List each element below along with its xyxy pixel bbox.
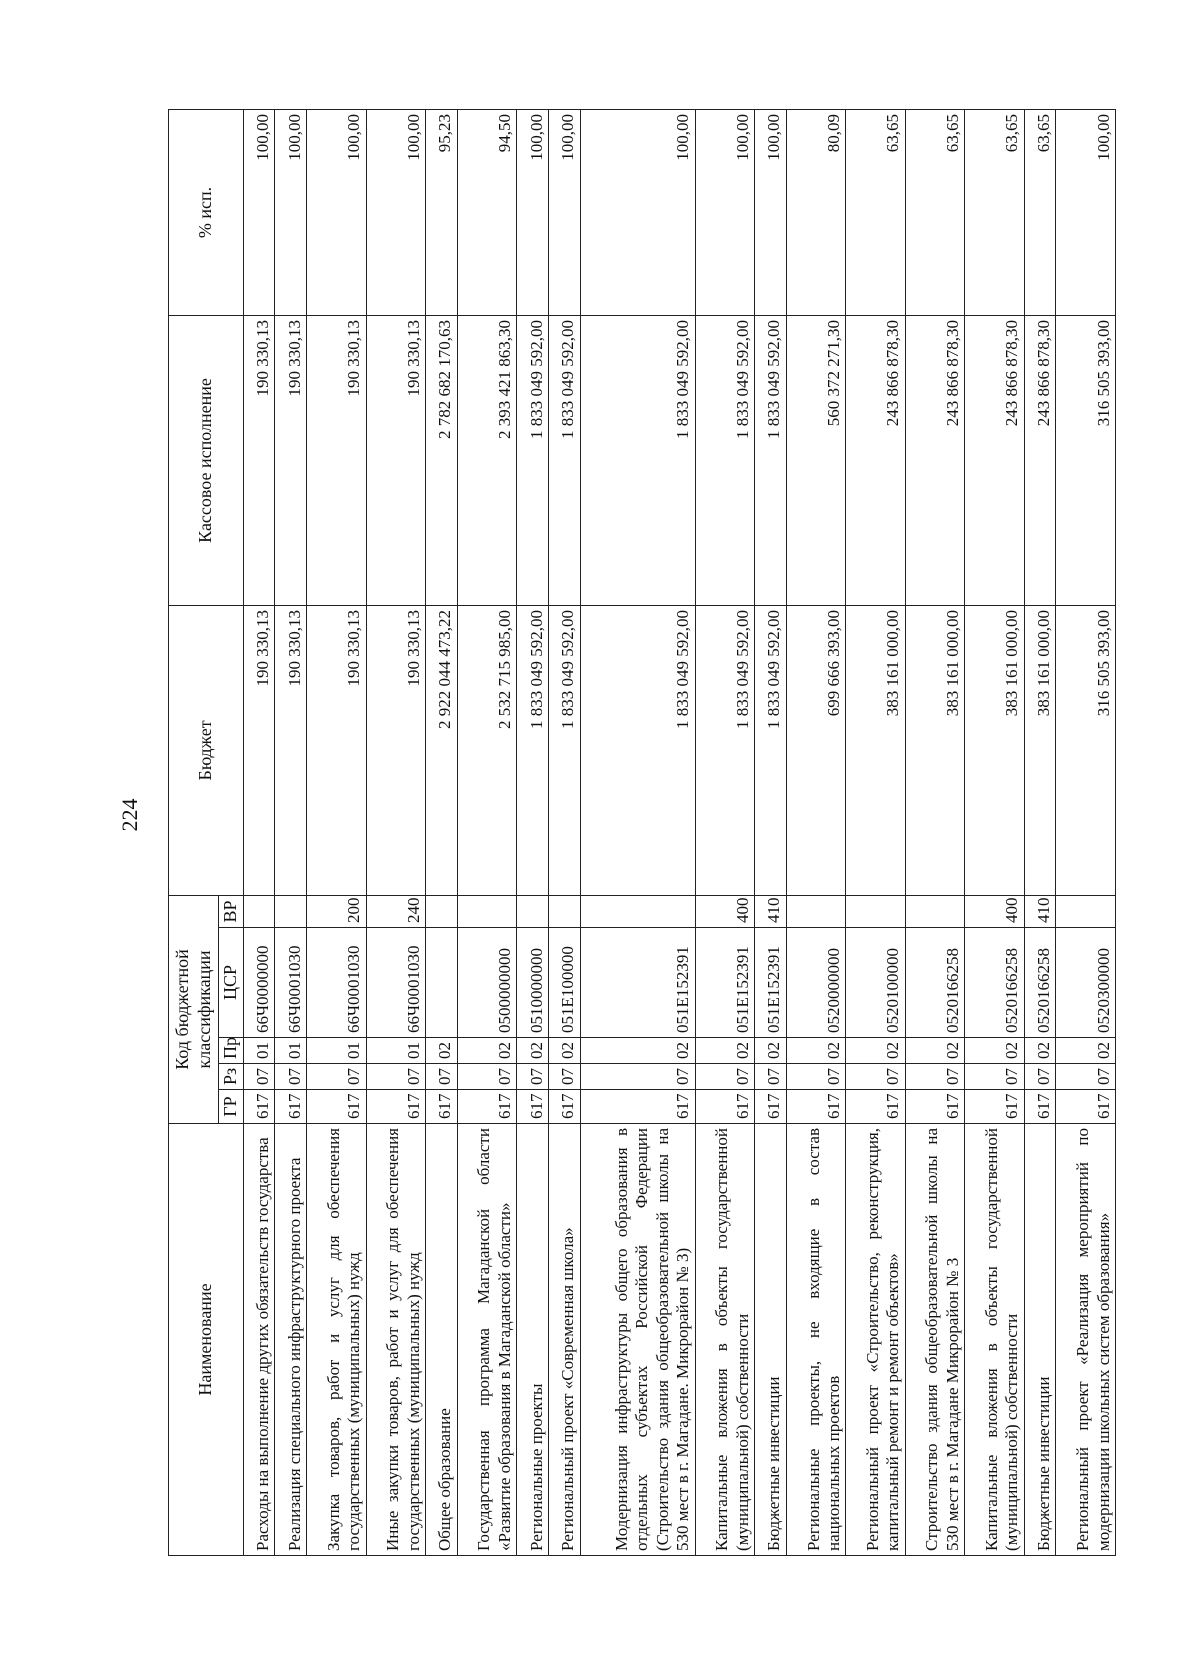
row-gr-cell: 617: [786, 1090, 845, 1124]
row-pr-cell: 02: [695, 1038, 754, 1064]
row-csr-cell: 0520100000: [846, 928, 905, 1038]
row-pct-cell: 63,65: [965, 109, 1024, 315]
row-budget-cell: 316 505 393,00: [1056, 605, 1116, 895]
row-budget-cell: 190 330,13: [243, 605, 275, 895]
row-pr-cell: 01: [243, 1038, 275, 1064]
row-vr-cell: 410: [755, 895, 787, 927]
row-rz-cell: 07: [307, 1064, 366, 1090]
page-number: 224: [117, 798, 142, 832]
row-rz-cell: 07: [846, 1064, 905, 1090]
row-vr-cell: [905, 895, 964, 927]
row-cash-cell: 1 833 049 592,00: [695, 315, 754, 605]
row-pr-cell: 02: [786, 1038, 845, 1064]
row-gr-cell: 617: [695, 1090, 754, 1124]
row-name-cell: Закупка товаров, работ и услуг для обеспечения государственных (муниципальных) нужд: [307, 1124, 366, 1556]
row-pr-cell: 02: [580, 1038, 695, 1064]
row-csr-cell: 0520166258: [965, 928, 1024, 1038]
row-vr-cell: 200: [307, 895, 366, 927]
row-cash-cell: 243 866 878,30: [965, 315, 1024, 605]
row-pct-cell: 100,00: [366, 109, 425, 315]
header-gr: ГР: [219, 1090, 244, 1124]
row-pr-cell: 02: [905, 1038, 964, 1064]
row-cash-cell: 243 866 878,30: [1024, 315, 1056, 605]
row-csr-cell: 0520166258: [905, 928, 964, 1038]
row-pct-cell: 94,50: [457, 109, 516, 315]
row-budget-cell: 190 330,13: [366, 605, 425, 895]
header-pr: Пр: [219, 1038, 244, 1064]
row-cash-cell: 1 833 049 592,00: [755, 315, 787, 605]
row-budget-cell: 1 833 049 592,00: [755, 605, 787, 895]
row-pct-cell: 100,00: [275, 109, 307, 315]
row-csr-cell: 0520000000: [786, 928, 845, 1038]
row-pct-cell: 63,65: [846, 109, 905, 315]
table-row: [1056, 109, 1116, 1555]
row-budget-cell: 383 161 000,00: [1024, 605, 1056, 895]
row-vr-cell: [426, 895, 458, 927]
table-row: [307, 109, 366, 1555]
row-csr-cell: 0520166258: [1024, 928, 1056, 1038]
row-csr-cell: 0500000000: [457, 928, 516, 1038]
row-cash-cell: 190 330,13: [366, 315, 425, 605]
row-rz-cell: 07: [695, 1064, 754, 1090]
row-rz-cell: 07: [965, 1064, 1024, 1090]
header-csr: ЦСР: [219, 928, 244, 1038]
row-rz-cell: 07: [366, 1064, 425, 1090]
table-row: [1024, 109, 1056, 1555]
table-row: [243, 109, 275, 1555]
row-gr-cell: 617: [307, 1090, 366, 1124]
row-name-cell: Бюджетные инвестиции: [1024, 1124, 1056, 1556]
row-rz-cell: 07: [905, 1064, 964, 1090]
row-csr-cell: 051E152391: [755, 928, 787, 1038]
row-gr-cell: 617: [517, 1090, 549, 1124]
row-cash-cell: 190 330,13: [243, 315, 275, 605]
table-row: [695, 109, 754, 1555]
row-rz-cell: 07: [549, 1064, 581, 1090]
row-rz-cell: 07: [243, 1064, 275, 1090]
row-budget-cell: 190 330,13: [275, 605, 307, 895]
row-pr-cell: 01: [275, 1038, 307, 1064]
row-csr-cell: 0510000000: [517, 928, 549, 1038]
row-pr-cell: 02: [965, 1038, 1024, 1064]
row-vr-cell: 400: [965, 895, 1024, 927]
row-gr-cell: 617: [457, 1090, 516, 1124]
row-csr-cell: 66Ч0000000: [243, 928, 275, 1038]
row-vr-cell: 240: [366, 895, 425, 927]
row-gr-cell: 617: [1024, 1090, 1056, 1124]
row-name-cell: Реализация специального инфраструктурного проекта: [275, 1124, 307, 1556]
row-gr-cell: 617: [580, 1090, 695, 1124]
row-rz-cell: 07: [275, 1064, 307, 1090]
row-vr-cell: 410: [1024, 895, 1056, 927]
table-row: [517, 109, 549, 1555]
row-rz-cell: 07: [1056, 1064, 1116, 1090]
row-name-cell: Иные закупки товаров, работ и услуг для обеспечения государственных (муниципальных) нужд: [366, 1124, 425, 1556]
row-pct-cell: 80,09: [786, 109, 845, 315]
row-csr-cell: [426, 928, 458, 1038]
row-pct-cell: 100,00: [1056, 109, 1116, 315]
header-vr: ВР: [219, 895, 244, 927]
row-pr-cell: 02: [426, 1038, 458, 1064]
row-gr-cell: 617: [965, 1090, 1024, 1124]
row-rz-cell: 07: [426, 1064, 458, 1090]
row-vr-cell: [580, 895, 695, 927]
row-pct-cell: 100,00: [580, 109, 695, 315]
row-name-cell: Общее образование: [426, 1124, 458, 1556]
row-gr-cell: 617: [905, 1090, 964, 1124]
budget-table: [168, 109, 1116, 1556]
table-row: [457, 109, 516, 1555]
table-row: [786, 109, 845, 1555]
row-csr-cell: 66Ч0001030: [307, 928, 366, 1038]
row-budget-cell: 190 330,13: [307, 605, 366, 895]
row-vr-cell: [275, 895, 307, 927]
table-row: [965, 109, 1024, 1555]
row-name-cell: Капитальные вложения в объекты государственной (муниципальной) собственности: [695, 1124, 754, 1556]
table-row: [580, 109, 695, 1555]
row-pr-cell: 02: [517, 1038, 549, 1064]
row-csr-cell: 051E100000: [549, 928, 581, 1038]
header-name: Наименование: [169, 1124, 244, 1556]
row-cash-cell: 1 833 049 592,00: [549, 315, 581, 605]
row-cash-cell: 1 833 049 592,00: [580, 315, 695, 605]
row-gr-cell: 617: [243, 1090, 275, 1124]
row-cash-cell: 243 866 878,30: [905, 315, 964, 605]
header-budget: Бюджет: [169, 605, 244, 895]
table-row: [426, 109, 458, 1555]
row-budget-cell: 1 833 049 592,00: [695, 605, 754, 895]
row-cash-cell: 316 505 393,00: [1056, 315, 1116, 605]
row-name-cell: Региональные проекты: [517, 1124, 549, 1556]
table-row: [275, 109, 307, 1555]
row-pct-cell: 100,00: [307, 109, 366, 315]
row-cash-cell: 190 330,13: [307, 315, 366, 605]
row-vr-cell: [243, 895, 275, 927]
row-name-cell: Региональный проект «Реализация мероприятий по модернизации школьных систем образования»: [1056, 1124, 1116, 1556]
header-cash: Кассовое исполнение: [169, 315, 244, 605]
row-rz-cell: 07: [457, 1064, 516, 1090]
row-pct-cell: 100,00: [755, 109, 787, 315]
table-header: [169, 109, 244, 1555]
row-gr-cell: 617: [846, 1090, 905, 1124]
row-name-cell: Региональный проект «Современная школа»: [549, 1124, 581, 1556]
row-budget-cell: 1 833 049 592,00: [580, 605, 695, 895]
row-gr-cell: 617: [549, 1090, 581, 1124]
row-name-cell: Бюджетные инвестиции: [755, 1124, 787, 1556]
row-cash-cell: 560 372 271,30: [786, 315, 845, 605]
row-vr-cell: [846, 895, 905, 927]
row-gr-cell: 617: [366, 1090, 425, 1124]
row-name-cell: Расходы на выполнение других обязательств государства: [243, 1124, 275, 1556]
row-vr-cell: [786, 895, 845, 927]
row-rz-cell: 07: [755, 1064, 787, 1090]
row-pr-cell: 01: [366, 1038, 425, 1064]
row-csr-cell: 051E152391: [580, 928, 695, 1038]
row-pr-cell: 02: [1056, 1038, 1116, 1064]
row-csr-cell: 0520300000: [1056, 928, 1116, 1038]
row-cash-cell: 190 330,13: [275, 315, 307, 605]
row-cash-cell: 2 393 421 863,30: [457, 315, 516, 605]
row-cash-cell: 1 833 049 592,00: [517, 315, 549, 605]
header-rz: Рз: [219, 1064, 244, 1090]
row-budget-cell: 2 922 044 473,22: [426, 605, 458, 895]
budget-table-rotated: [168, 110, 1116, 1556]
row-cash-cell: 243 866 878,30: [846, 315, 905, 605]
table-row: [366, 109, 425, 1555]
header-code-group: Код бюджетной классификации: [169, 895, 219, 1123]
table-row: [755, 109, 787, 1555]
row-pct-cell: 63,65: [1024, 109, 1056, 315]
table-row: [905, 109, 964, 1555]
row-name-cell: Региональные проекты, не входящие в состав национальных проектов: [786, 1124, 845, 1556]
row-rz-cell: 07: [786, 1064, 845, 1090]
row-pct-cell: 63,65: [905, 109, 964, 315]
table-row: [549, 109, 581, 1555]
row-csr-cell: 66Ч0001030: [366, 928, 425, 1038]
row-budget-cell: 383 161 000,00: [905, 605, 964, 895]
row-pr-cell: 01: [307, 1038, 366, 1064]
row-gr-cell: 617: [755, 1090, 787, 1124]
row-pr-cell: 02: [755, 1038, 787, 1064]
row-name-cell: Региональный проект «Строительство, реконструкция, капитальный ремонт и ремонт объектов»: [846, 1124, 905, 1556]
row-rz-cell: 07: [517, 1064, 549, 1090]
row-gr-cell: 617: [426, 1090, 458, 1124]
row-budget-cell: 699 666 393,00: [786, 605, 845, 895]
row-pr-cell: 02: [549, 1038, 581, 1064]
row-name-cell: Государственная программа Магаданской области «Развитие образования в Магаданской области»: [457, 1124, 516, 1556]
row-pct-cell: 95,23: [426, 109, 458, 315]
row-vr-cell: 400: [695, 895, 754, 927]
row-rz-cell: 07: [580, 1064, 695, 1090]
row-name-cell: Строительство здания общеобразовательной школы на 530 мест в г. Магадане Микрорайон № 3: [905, 1124, 964, 1556]
row-budget-cell: 383 161 000,00: [965, 605, 1024, 895]
row-name-cell: Модернизация инфраструктуры общего образования в отдельных субъектах Российской Федерации (Строительство здания общеобразовательной школы на 530 мест в г. Магадане. Микрорайон № 3): [580, 1124, 695, 1556]
table-body: [243, 109, 1115, 1555]
row-budget-cell: 1 833 049 592,00: [549, 605, 581, 895]
row-pr-cell: 02: [457, 1038, 516, 1064]
row-vr-cell: [549, 895, 581, 927]
row-gr-cell: 617: [275, 1090, 307, 1124]
row-cash-cell: 2 782 682 170,63: [426, 315, 458, 605]
table-row: [846, 109, 905, 1555]
row-budget-cell: 2 532 715 985,00: [457, 605, 516, 895]
row-vr-cell: [517, 895, 549, 927]
row-gr-cell: 617: [1056, 1090, 1116, 1124]
row-csr-cell: 051E152391: [695, 928, 754, 1038]
row-pct-cell: 100,00: [243, 109, 275, 315]
row-vr-cell: [1056, 895, 1116, 927]
row-vr-cell: [457, 895, 516, 927]
row-pct-cell: 100,00: [695, 109, 754, 315]
row-csr-cell: 66Ч0001030: [275, 928, 307, 1038]
budget-table-container: [168, 110, 1116, 1556]
row-budget-cell: 1 833 049 592,00: [517, 605, 549, 895]
row-name-cell: Капитальные вложения в объекты государственной (муниципальной) собственности: [965, 1124, 1024, 1556]
row-rz-cell: 07: [1024, 1064, 1056, 1090]
row-pr-cell: 02: [846, 1038, 905, 1064]
row-pct-cell: 100,00: [549, 109, 581, 315]
header-pct: % исп.: [169, 109, 244, 315]
row-budget-cell: 383 161 000,00: [846, 605, 905, 895]
row-pct-cell: 100,00: [517, 109, 549, 315]
row-pr-cell: 02: [1024, 1038, 1056, 1064]
